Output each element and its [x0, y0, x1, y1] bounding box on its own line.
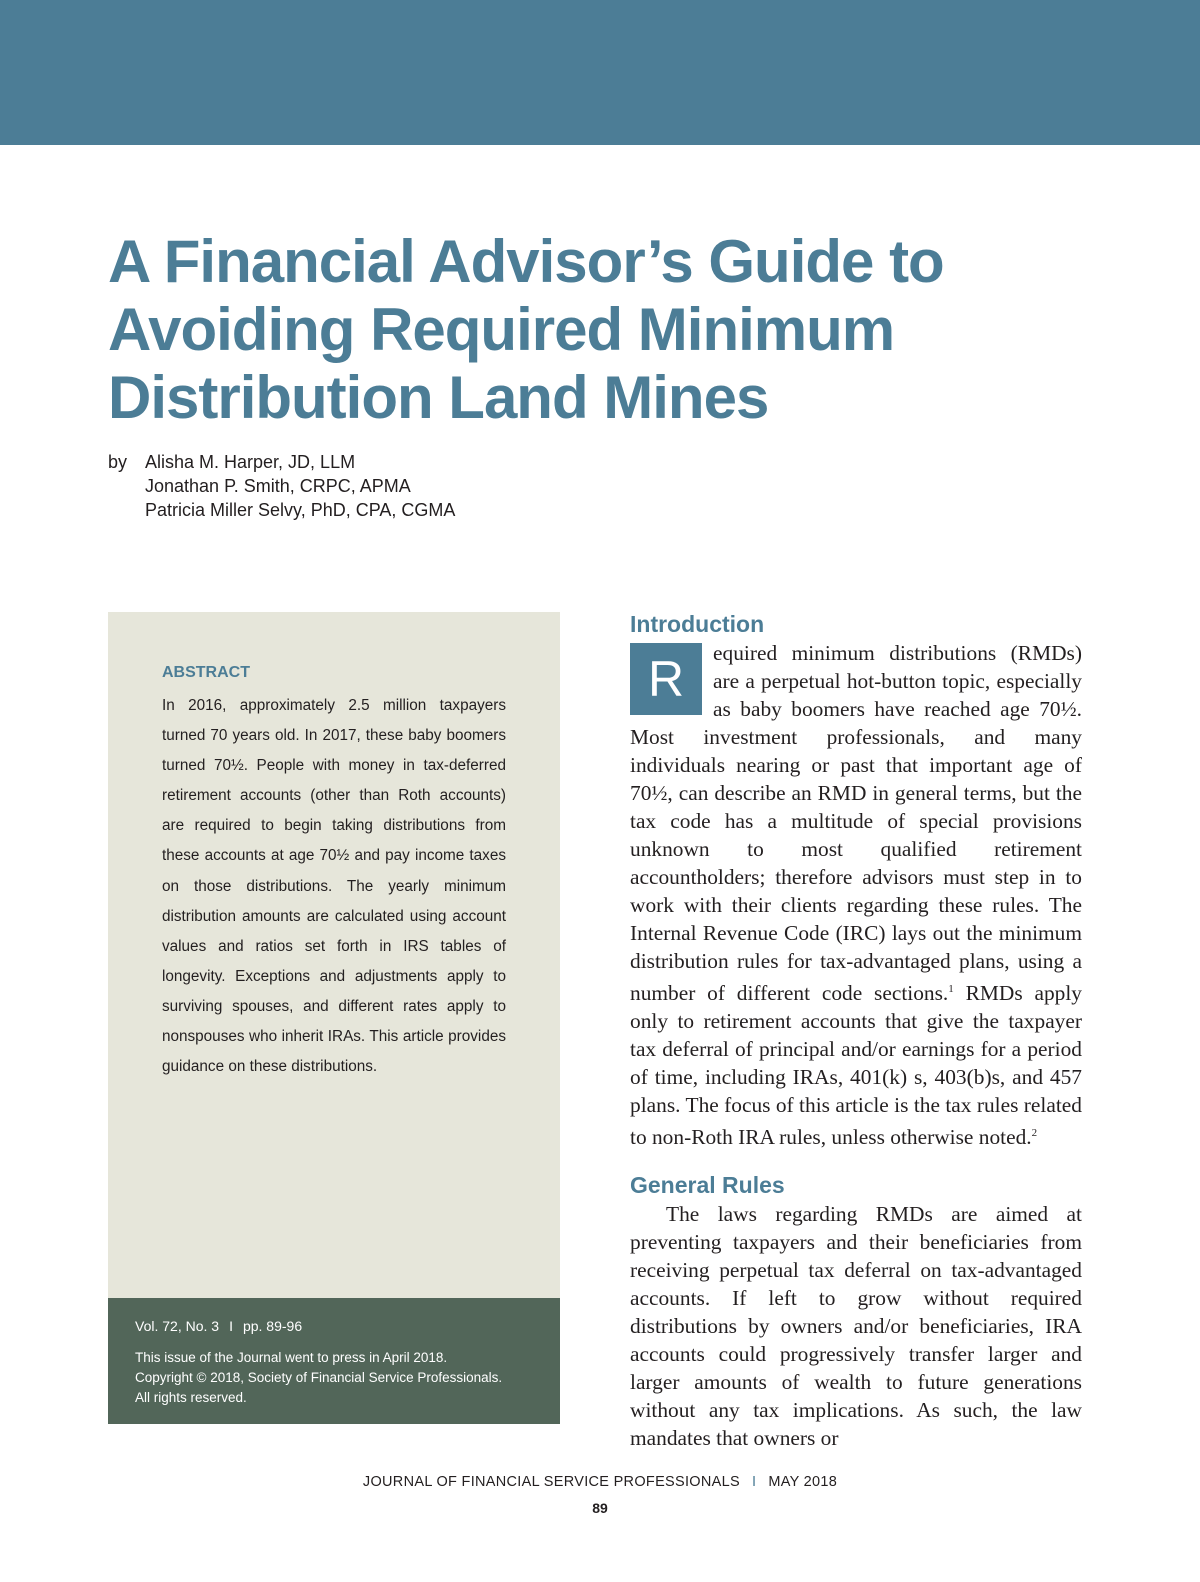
introduction-text [630, 639, 1082, 1151]
footer-separator: I [751, 1474, 757, 1490]
author-list [145, 450, 455, 522]
issue-date: MAY 2018 [768, 1474, 838, 1490]
press-note: This issue of the Journal went to press in April 2018. [135, 1350, 448, 1365]
abstract-box [108, 612, 560, 1298]
press-note-block [135, 1348, 545, 1408]
general-rules-section [630, 1170, 1082, 1452]
author-name: Jonathan P. Smith, CRPC, APMA [145, 476, 411, 496]
page-range: pp. 89-96 [242, 1318, 303, 1334]
journal-name: JOURNAL OF FINANCIAL SERVICE PROFESSIONALS [362, 1474, 740, 1490]
volume-number: Vol. 72, No. 3 [135, 1318, 220, 1334]
author-name: Alisha M. Harper, JD, LLM [145, 452, 356, 472]
footnote-ref[interactable]: 2 [1031, 1127, 1038, 1140]
page-footer [0, 1474, 1200, 1490]
by-label: by [108, 452, 128, 472]
drop-cap: R [630, 643, 702, 715]
volume-line [135, 1318, 302, 1334]
introduction-text-part1: equired minimum distributions (RMDs) are a perpetual hot-button topic, especially as baby boomers have reached age 70½. Most investment professionals, and many individuals nearing or past that important age of 70½, can describe an RMD in general terms, but the tax code has a multitude of special provisions unknown to most qualified retirement accountholders; therefore advisors must step in to work with their clients regarding these rules. The Internal Revenue Code (IRC) lays out the minimum distribution rules for tax-advantaged plans, using a number of different code sections. [630, 641, 1082, 1006]
article-title: A Financial Advisor’s Guide to Avoiding Required Minimum Distribution Land Mines [108, 228, 944, 431]
separator: I [229, 1318, 233, 1334]
general-rules-text: The laws regarding RMDs are aimed at preventing taxpayers and their beneficiaries from receiving perpetual tax deferral on tax-advantaged accounts. If left to grow without required distributions by owners and/or beneficiaries, IRA accounts could progressively transfer larger and larger amounts of wealth to future generations without any tax implications. As such, the law mandates that owners or [630, 1202, 1082, 1450]
header-band [0, 0, 1200, 145]
page-number: 89 [592, 1500, 608, 1516]
abstract-heading: ABSTRACT [162, 664, 250, 681]
author-name: Patricia Miller Selvy, PhD, CPA, CGMA [145, 500, 456, 520]
general-rules-heading: General Rules [630, 1172, 785, 1198]
introduction-heading: Introduction [630, 611, 765, 637]
footnote-ref[interactable]: 1 [948, 983, 954, 995]
introduction-section [630, 609, 1082, 1151]
copyright-notice: Copyright © 2018, Society of Financial Service Professionals. [135, 1370, 503, 1385]
introduction-text-part2: RMDs apply only to retirement accounts that give the taxpayer tax deferral of principal and/or earnings for a period of time, including IRAs, 401(k) s, 403(b)s, and 457 plans. The focus of this article is the tax rules related to non-Roth IRA rules, unless otherwise noted. [630, 981, 1082, 1150]
rights-notice: All rights reserved. [135, 1390, 247, 1405]
abstract-text: In 2016, approximately 2.5 million taxpayers turned 70 years old. In 2017, these baby boomers turned 70½. People with money in tax-deferred retirement accounts (other than Roth accounts) are required to begin taking distributions from these accounts at age 70½ and pay income taxes on those distributions. The yearly minimum distribution amounts are calculated using account values and ratios set forth in IRS tables of longevity. Exceptions and adjustments apply to surviving spouses, and different rates apply to nonspouses who inherit IRAs. This article provides guidance on these distributions. [162, 697, 506, 1076]
publication-info-box [108, 1298, 560, 1424]
